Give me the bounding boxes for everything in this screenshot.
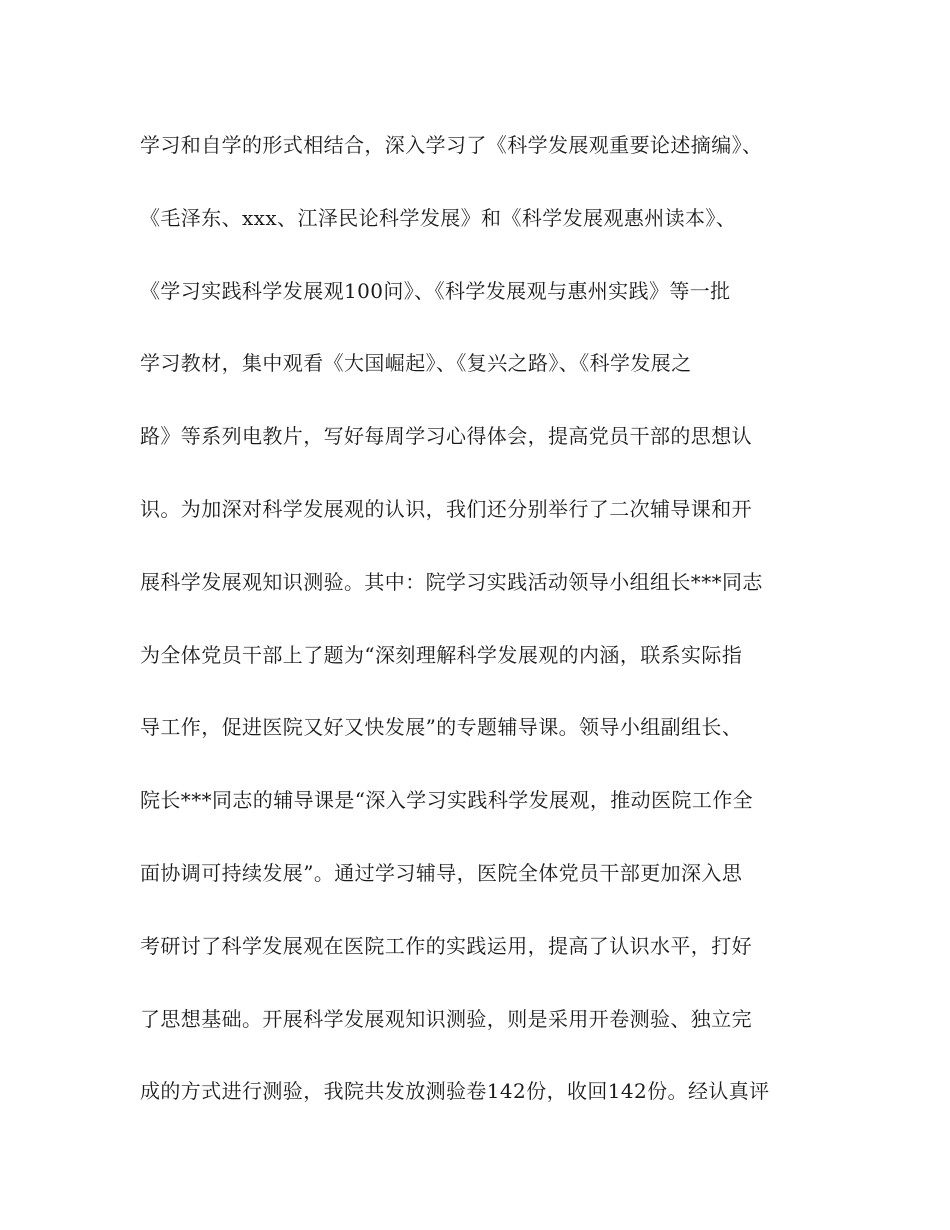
- text-line: 识。为加深对科学发展观的认识，我们还分别举行了二次辅导课和开: [140, 496, 752, 521]
- text-line: 为全体党员干部上了题为“深刻理解科学发展观的内涵，联系实际指: [140, 642, 743, 667]
- text-line: 路》等系列电教片，写好每周学习心得体会，提高党员干部的思想认: [140, 424, 752, 449]
- text-line: 面协调可持续发展”。通过学习辅导，医院全体党员干部更加深入思: [140, 860, 743, 885]
- text-line: 《毛泽东、xxx、江泽民论科学发展》和《科学发展观惠州读本》、: [140, 205, 737, 230]
- text-line: 学习教材，集中观看《大国崛起》、《复兴之路》、《科学发展之: [140, 351, 692, 376]
- text-line: 展科学发展观知识测验。其中：院学习实践活动领导小组组长***同志: [140, 569, 763, 594]
- text-line: 成的方式进行测验，我院共发放测验卷142份，收回142份。经认真评: [140, 1079, 770, 1104]
- text-line: 《学习实践科学发展观100问》、《科学发展观与惠州实践》等一批: [140, 278, 731, 303]
- text-line: 院长***同志的辅导课是“深入学习实践科学发展观，推动医院工作全: [140, 788, 754, 813]
- text-line: 导工作，促进医院又好又快发展”的专题辅导课。领导小组副组长、: [140, 715, 743, 740]
- text-line: 学习和自学的形式相结合，深入学习了《科学发展观重要论述摘编》、: [140, 133, 763, 157]
- body-paragraph: [140, 122, 830, 1141]
- text-line: 了思想基础。开展科学发展观知识测验，则是采用开卷测验、独立完: [140, 1006, 752, 1031]
- text-line: 考研讨了科学发展观在医院工作的实践运用，提高了认识水平，打好: [140, 933, 752, 958]
